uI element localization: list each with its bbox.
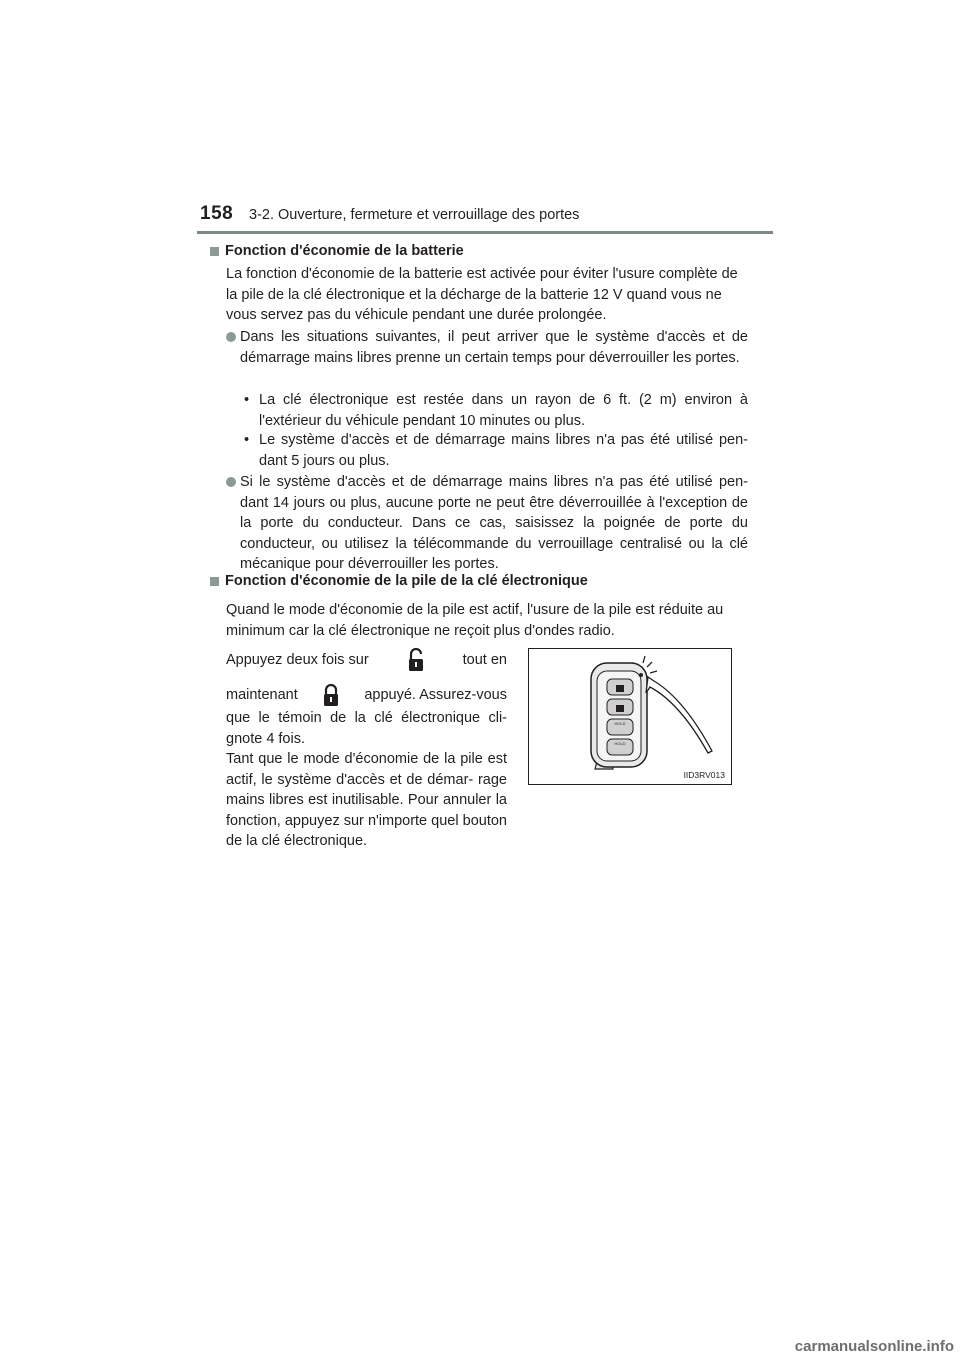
hold-label: HOLD [614,741,626,746]
unlock-icon [403,647,429,673]
sub-item [244,390,748,431]
bullet-item [226,472,748,575]
instruction-text: appuyé. Assurez-vous [364,686,507,703]
instruction-text: Tant que le mode d'économie de la pile est actif, le système d'accès et de démar- rage mains libres est inutilisable. Pour annuler la fonction, appuyez sur n'importe quel bouton de la clé électronique. [226,751,507,849]
hold-label: HOLD [614,721,626,726]
instruction-text: tout en [462,651,507,668]
instruction-line [226,647,507,852]
section-heading-battery [210,243,464,259]
watermark: carmanualsonline.info [794,1338,954,1355]
instruction-text: Appuyez deux fois sur [226,651,369,668]
bullet-item [226,327,748,368]
circle-bullet-icon [226,477,236,487]
key-fob-figure [528,648,732,785]
arrow-icon [646,677,712,753]
indicator-light [639,673,643,677]
section-paragraph: La fonction d'économie de la batterie est activée pour éviter l'usure complète de la pile de la clé électronique et la décharge de la batterie 12 V quand vous ne vous servez pas du véhicule pendant une durée prolongée. [226,266,738,323]
bullet-text: Si le système d'accès et de démarrage mains libres n'a pas été utilisé pen- dant 14 jours ou plus, aucune porte ne peut être déverrouillée à l'exception de la porte du conducteur. Dans ce cas, saisissez la poignée de porte du conducteur, ou utilisez la télécommande du verrouillage centralisé ou la clé mécanique pour déverrouiller les portes. [240,474,748,572]
section-heading-text: Fonction d'économie de la pile de la clé électronique [225,573,588,589]
circle-bullet-icon [226,332,236,342]
chapter-title: 3-2. Ouverture, fermeture et verrouillage des portes [249,207,580,223]
square-bullet-icon [210,247,219,256]
section-heading-text: Fonction d'économie de la batterie [225,243,464,259]
sub-item-text: Le système d'accès et de démarrage mains libres n'a pas été utilisé pen- dant 5 jours ou plus. [259,432,748,469]
section-heading-key-battery [210,573,588,589]
section-paragraph: Quand le mode d'économie de la pile est actif, l'usure de la pile est réduite au minimum car la clé électronique ne reçoit plus d'ondes radio. [226,602,724,639]
key-fob-illustration [529,649,730,783]
instruction-text: maintenant [226,686,298,703]
lock-icon [318,682,344,708]
sub-bullet-mark: • [244,432,250,448]
sub-item-text: La clé électronique est restée dans un rayon de 6 ft. (2 m) environ à l'extérieur du véhicule pendant 10 minutes ou plus. [259,392,748,429]
header-rule [197,231,773,234]
figure-code: IID3RV013 [683,770,725,780]
page-number: 158 [200,203,234,224]
sub-bullet-mark: • [244,392,250,408]
instruction-text: que le témoin de la clé électronique cli- gnote 4 fois. [226,710,507,747]
square-bullet-icon [210,577,219,586]
bullet-text: Dans les situations suivantes, il peut arriver que le système d'accès et de démarrage mains libres prenne un certain temps pour déverrouiller les portes. [240,329,748,366]
sub-item [244,430,748,471]
